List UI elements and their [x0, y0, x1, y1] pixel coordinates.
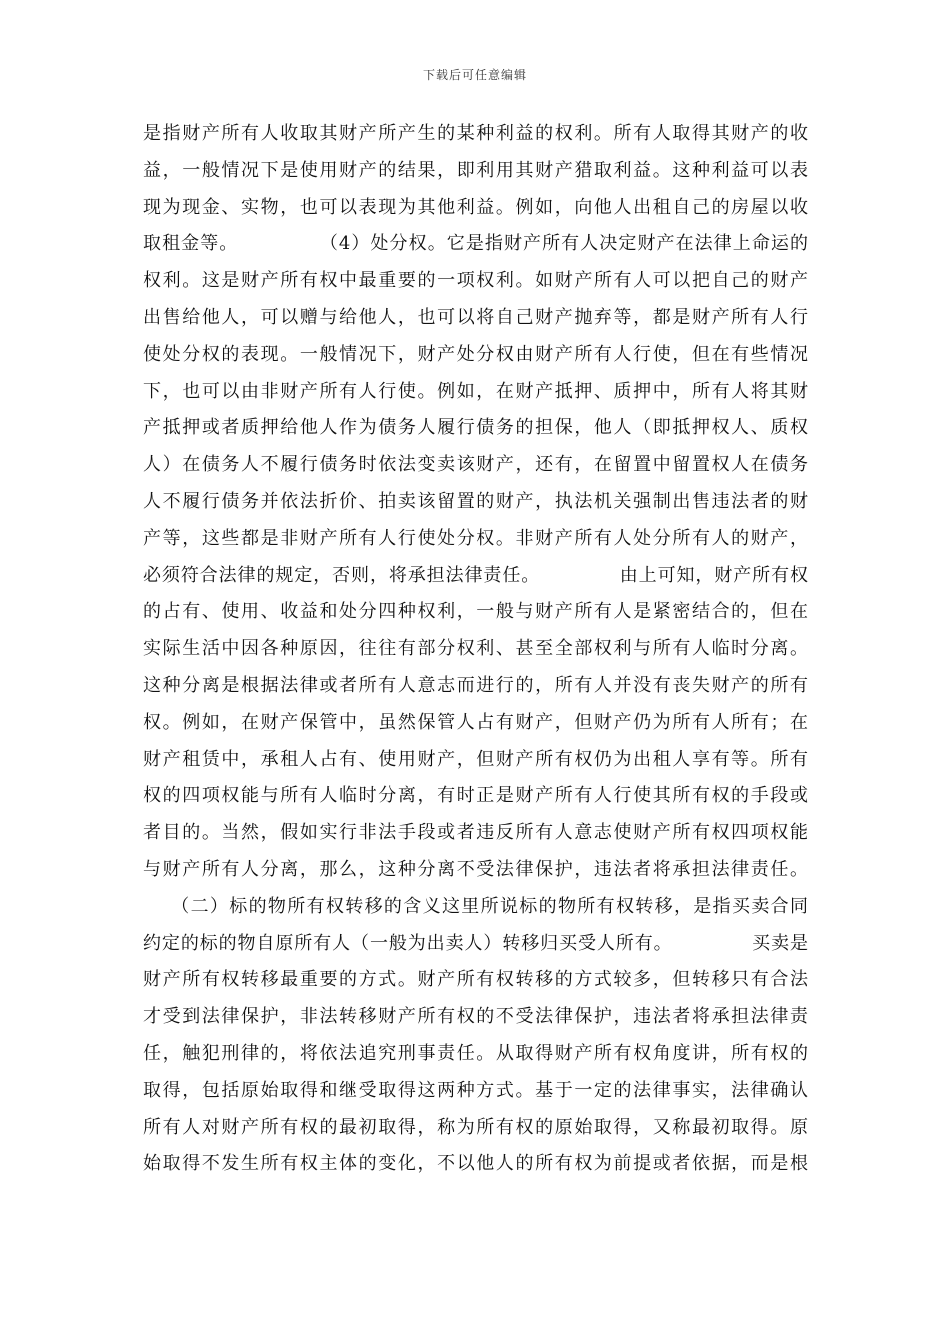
text-line: 任，触犯刑律的，将依法追究刑事责任。从取得财产所有权角度讲，所有权的 — [143, 1042, 808, 1064]
text-line: 现为现金、实物，也可以表现为其他利益。例如，向他人出租自己的房屋以收 — [143, 196, 808, 218]
text-line: 与财产所有人分离，那么，这种分离不受法律保护，违法者将承担法律责任。 — [143, 858, 808, 880]
text-line: 财产所有权转移最重要的方式。财产所有权转移的方式较多，但转移只有合法 — [143, 969, 808, 991]
text-line: 约定的标的物自原所有人（一般为出卖人）转移归买受人所有。 买卖是 — [143, 932, 808, 954]
text-line: 权利。这是财产所有权中最重要的一项权利。如财产所有人可以把自己的财产 — [143, 270, 808, 292]
text-line: 下，也可以由非财产所有人行使。例如，在财产抵押、质押中，所有人将其财 — [143, 380, 808, 402]
text-line: 是指财产所有人收取其财产所产生的某种利益的权利。所有人取得其财产的收 — [143, 123, 808, 144]
text-line: 始取得不发生所有权主体的变化，不以他人的所有权为前提或者依据，而是根 — [143, 1153, 808, 1175]
text-line: 人不履行债务并依法折价、拍卖该留置的财产，执法机关强制出售违法者的财 — [143, 490, 808, 512]
text-line: 产抵押或者质押给他人作为债务人履行债务的担保，他人（即抵押权人、质权 — [143, 417, 808, 439]
text-line: 使处分权的表现。一般情况下，财产处分权由财产所有人行使，但在有些情况 — [143, 343, 808, 365]
text-line: 的占有、使用、收益和处分四种权利，一般与财产所有人是紧密结合的，但在 — [143, 601, 808, 623]
text-line: 者目的。当然，假如实行非法手段或者违反所有人意志使财产所有权四项权能 — [143, 822, 808, 844]
text-line: 取租金等。 （4）处分权。它是指财产所有人决定财产在法律上命运的 — [143, 233, 808, 255]
text-line: 财产租赁中，承租人占有、使用财产，但财产所有权仍为出租人享有等。所有 — [143, 748, 808, 770]
text-line: 产等，这些都是非财产所有人行使处分权。非财产所有人处分所有人的财产， — [143, 527, 808, 549]
text-line: 权。例如，在财产保管中，虽然保管人占有财产，但财产仍为所有人所有；在 — [143, 711, 808, 733]
text-line: 出售给他人，可以赠与给他人，也可以将自己财产抛弃等，都是财产所有人行 — [143, 306, 808, 328]
text-line: 取得，包括原始取得和继受取得这两种方式。基于一定的法律事实，法律确认 — [143, 1079, 808, 1101]
text-line: 必须符合法律的规定，否则，将承担法律责任。 由上可知，财产所有权 — [143, 564, 808, 586]
text-line: 权的四项权能与所有人临时分离，有时正是财产所有人行使其所有权的手段或 — [143, 785, 808, 807]
text-line: （二）标的物所有权转移的含义这里所说标的物所有权转移，是指买卖合同 — [143, 895, 808, 917]
text-line: 人）在债务人不履行债务时依法变卖该财产，还有，在留置中留置权人在债务 — [143, 454, 808, 476]
text-line: 实际生活中因各种原因，往往有部分权利、甚至全部权利与所有人临时分离。 — [143, 638, 808, 660]
text-line: 才受到法律保护，非法转移财产所有权的不受法律保护，违法者将承担法律责 — [143, 1006, 808, 1028]
text-line: 益，一般情况下是使用财产的结果，即利用其财产猎取利益。这种利益可以表 — [143, 159, 808, 181]
text-line: 这种分离是根据法律或者所有人意志而进行的，所有人并没有丧失财产的所有 — [143, 674, 808, 696]
body-text — [143, 116, 808, 1183]
page-header: 下载后可任意编辑 — [422, 68, 527, 82]
text-line: 所有人对财产所有权的最初取得，称为所有权的原始取得，又称最初取得。原 — [143, 1116, 808, 1138]
